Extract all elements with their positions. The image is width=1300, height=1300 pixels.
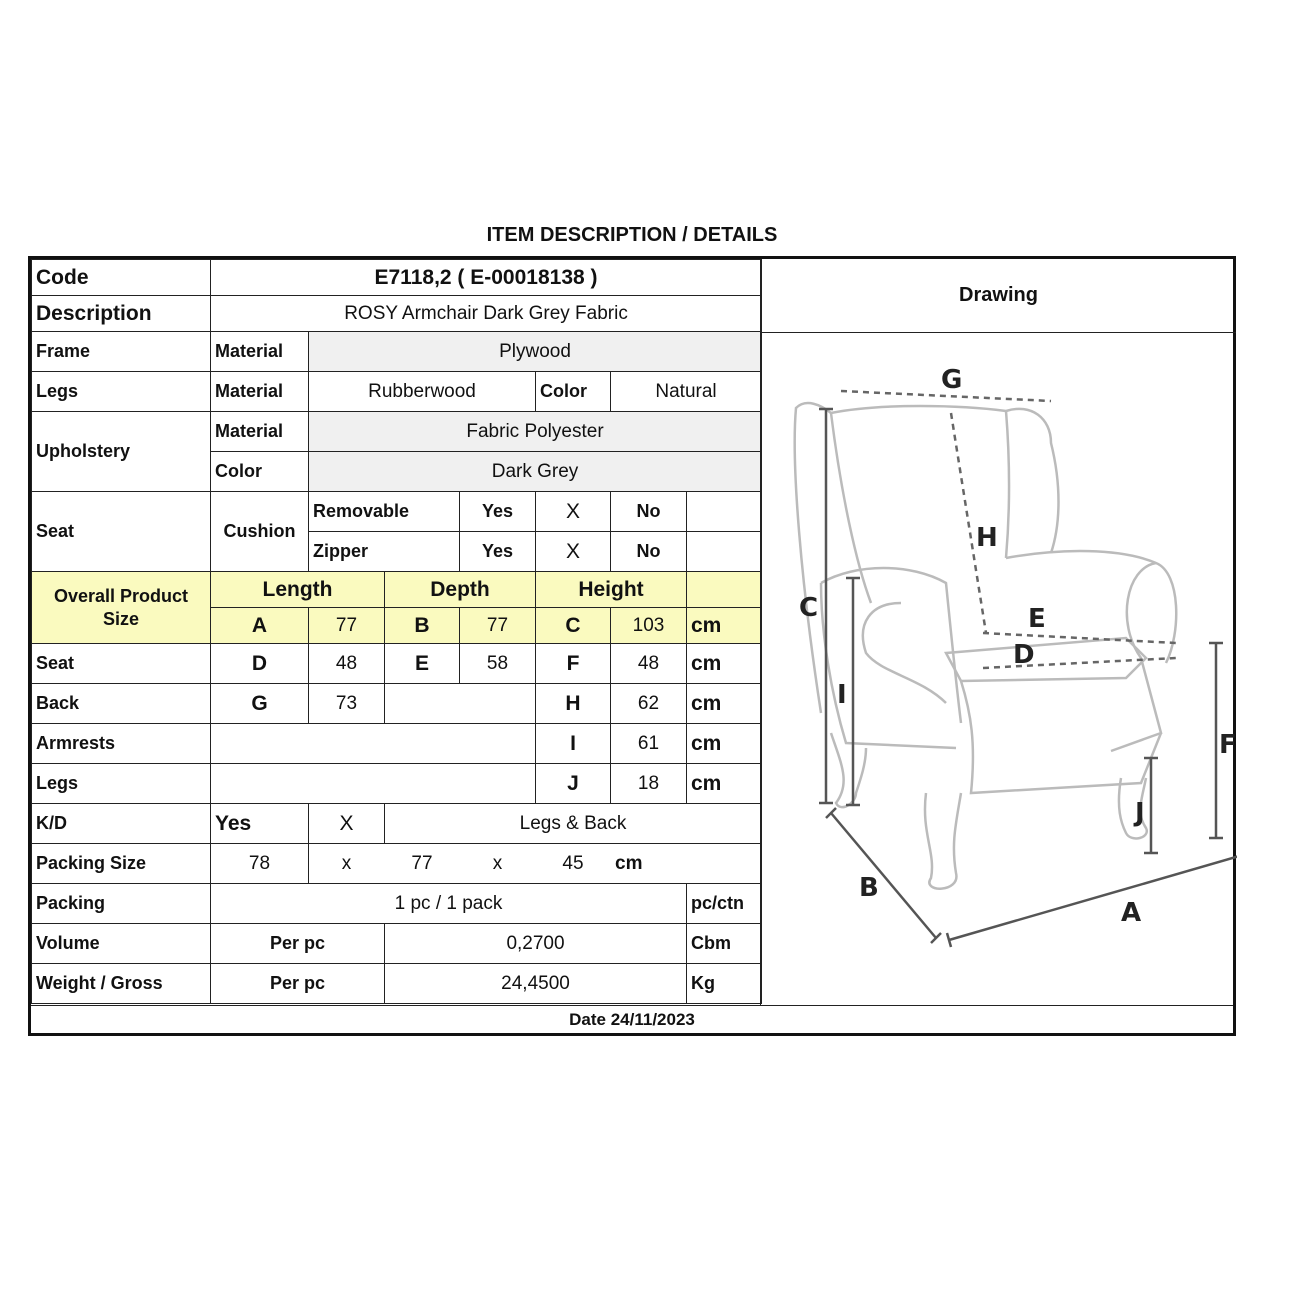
legs-color-value: Natural xyxy=(611,372,762,412)
dim-h-letter: H xyxy=(536,684,611,724)
legs-material-value: Rubberwood xyxy=(309,372,536,412)
volume-per: Per pc xyxy=(211,924,385,964)
legs-color-label: Color xyxy=(536,372,611,412)
dim-d-value: 48 xyxy=(309,644,385,684)
dim-a-value: 77 xyxy=(309,608,385,644)
weight-unit: Kg xyxy=(687,964,762,1004)
removable-mark: X xyxy=(536,492,611,532)
dim-f-letter: F xyxy=(536,644,611,684)
packing-label: Packing xyxy=(32,884,211,924)
drawing-letter-d: D xyxy=(1013,640,1035,670)
armrests-label: Armrests xyxy=(32,724,211,764)
seat-dims-row xyxy=(32,644,762,684)
volume-value: 0,2700 xyxy=(385,924,687,964)
armchair-drawing xyxy=(761,333,1237,1005)
packing-length: 78 xyxy=(211,844,309,884)
volume-row xyxy=(32,924,762,964)
frame-row xyxy=(32,332,762,372)
kd-yes: Yes xyxy=(211,804,309,844)
overall-header-row xyxy=(32,572,762,608)
dim-a-letter: A xyxy=(211,608,309,644)
upholstery-material-row xyxy=(32,412,762,452)
drawing-letter-b: B xyxy=(859,873,879,903)
spec-sheet xyxy=(28,256,1236,1036)
packing-size-row xyxy=(32,844,762,884)
drawing-letter-a: A xyxy=(1121,898,1142,928)
drawing-panel xyxy=(760,333,1236,1005)
legs-dims-empty xyxy=(211,764,536,804)
armrests-unit: cm xyxy=(687,724,762,764)
kd-label: K/D xyxy=(32,804,211,844)
legs-label: Legs xyxy=(32,372,211,412)
volume-unit: Cbm xyxy=(687,924,762,964)
drawing-letter-i: I xyxy=(837,680,847,710)
frame-label: Frame xyxy=(32,332,211,372)
dim-g-value: 73 xyxy=(309,684,385,724)
spec-table xyxy=(31,259,762,1004)
height-header: Height xyxy=(536,572,687,608)
armrests-empty xyxy=(211,724,536,764)
back-dims-row xyxy=(32,684,762,724)
drawing-letter-j: J xyxy=(1135,798,1145,828)
overall-header-empty xyxy=(687,572,762,608)
seat-label: Seat xyxy=(32,492,211,572)
dim-i-value: 61 xyxy=(611,724,687,764)
weight-label: Weight / Gross xyxy=(32,964,211,1004)
zipper-mark: X xyxy=(536,532,611,572)
zipper-empty xyxy=(687,532,762,572)
kd-value: Legs & Back xyxy=(385,804,762,844)
weight-row xyxy=(32,964,762,1004)
kd-mark: X xyxy=(309,804,385,844)
dim-e-letter: E xyxy=(385,644,460,684)
packing-size-label: Packing Size xyxy=(32,844,211,884)
zipper-no: No xyxy=(611,532,687,572)
legs-dims-row xyxy=(32,764,762,804)
packing-x2: x xyxy=(460,844,536,884)
volume-label: Volume xyxy=(32,924,211,964)
depth-header: Depth xyxy=(385,572,536,608)
removable-label: Removable xyxy=(309,492,460,532)
frame-material-label: Material xyxy=(211,332,309,372)
armrests-row xyxy=(32,724,762,764)
dim-h-value: 62 xyxy=(611,684,687,724)
legs-dims-unit: cm xyxy=(687,764,762,804)
back-dims-label: Back xyxy=(32,684,211,724)
upholstery-color-value: Dark Grey xyxy=(309,452,762,492)
drawing-letter-g: G xyxy=(941,365,963,395)
code-row xyxy=(32,260,762,296)
zipper-label: Zipper xyxy=(309,532,460,572)
removable-no: No xyxy=(611,492,687,532)
drawing-header: Drawing xyxy=(760,259,1236,333)
legs-dims-label: Legs xyxy=(32,764,211,804)
frame-material-value: Plywood xyxy=(309,332,762,372)
dim-e-value: 58 xyxy=(460,644,536,684)
overall-unit: cm xyxy=(687,608,762,644)
upholstery-material-label: Material xyxy=(211,412,309,452)
packing-size-unit: cm xyxy=(611,844,762,884)
removable-yes: Yes xyxy=(460,492,536,532)
drawing-letter-f: F xyxy=(1219,730,1237,760)
seat-dims-unit: cm xyxy=(687,644,762,684)
date-footer: Date 24/11/2023 xyxy=(31,1005,1233,1033)
code-label: Code xyxy=(32,260,211,296)
dim-d-letter: D xyxy=(211,644,309,684)
seat-dims-label: Seat xyxy=(32,644,211,684)
zipper-yes: Yes xyxy=(460,532,536,572)
dim-g-letter: G xyxy=(211,684,309,724)
description-row xyxy=(32,296,762,332)
weight-per: Per pc xyxy=(211,964,385,1004)
packing-row xyxy=(32,884,762,924)
dim-c-letter: C xyxy=(536,608,611,644)
dim-f-value: 48 xyxy=(611,644,687,684)
back-dims-empty xyxy=(385,684,536,724)
back-dims-unit: cm xyxy=(687,684,762,724)
seat-removable-row xyxy=(32,492,762,532)
dim-j-value: 18 xyxy=(611,764,687,804)
dim-j-letter: J xyxy=(536,764,611,804)
dim-c-value: 103 xyxy=(611,608,687,644)
packing-value: 1 pc / 1 pack xyxy=(211,884,687,924)
drawing-letter-e: E xyxy=(1028,604,1046,634)
upholstery-material-value: Fabric Polyester xyxy=(309,412,762,452)
code-value: E7118,2 ( E-00018138 ) xyxy=(211,260,762,296)
upholstery-label: Upholstery xyxy=(32,412,211,492)
legs-row xyxy=(32,372,762,412)
length-header: Length xyxy=(211,572,385,608)
drawing-letter-c: C xyxy=(799,593,819,623)
legs-material-label: Material xyxy=(211,372,309,412)
dim-b-letter: B xyxy=(385,608,460,644)
description-label: Description xyxy=(32,296,211,332)
overall-label: Overall Product Size xyxy=(32,572,211,644)
drawing-letter-h: H xyxy=(976,523,998,553)
weight-value: 24,4500 xyxy=(385,964,687,1004)
packing-height: 45 xyxy=(536,844,611,884)
packing-x1: x xyxy=(309,844,385,884)
dimension-lines xyxy=(819,409,1237,947)
kd-row xyxy=(32,804,762,844)
upholstery-color-label: Color xyxy=(211,452,309,492)
dim-b-value: 77 xyxy=(460,608,536,644)
removable-empty xyxy=(687,492,762,532)
page-title: ITEM DESCRIPTION / DETAILS xyxy=(486,224,778,246)
description-value: ROSY Armchair Dark Grey Fabric xyxy=(211,296,762,332)
seat-cushion-label: Cushion xyxy=(211,492,309,572)
dim-i-letter: I xyxy=(536,724,611,764)
packing-unit: pc/ctn xyxy=(687,884,762,924)
packing-width: 77 xyxy=(385,844,460,884)
